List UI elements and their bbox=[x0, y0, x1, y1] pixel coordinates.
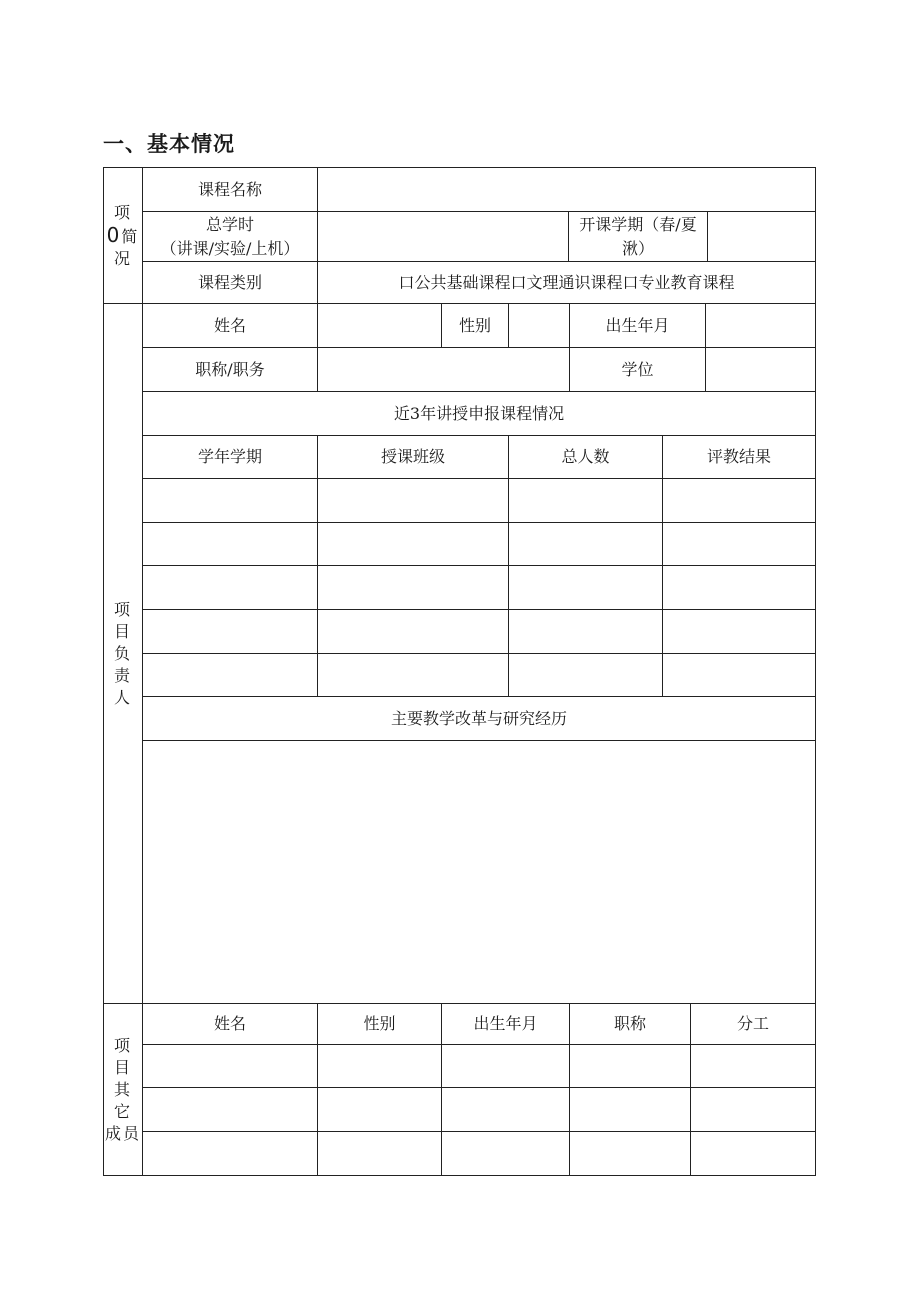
reform-experience-heading: 主要教学改革与研究经历 bbox=[142, 696, 816, 741]
teaching-row-1-semester[interactable] bbox=[142, 478, 318, 523]
semester-label-line2: 湫） bbox=[621, 238, 654, 258]
reform-experience-field[interactable] bbox=[142, 740, 816, 1004]
section-title: 一、基本情况 bbox=[103, 132, 235, 156]
teaching-row-3-evaluation[interactable] bbox=[662, 565, 816, 610]
teaching-row-1-class[interactable] bbox=[317, 478, 509, 523]
members-col-gender: 性别 bbox=[317, 1003, 442, 1045]
total-hours-label-line1: 总学时 bbox=[205, 214, 254, 234]
teaching-row-3-semester[interactable] bbox=[142, 565, 318, 610]
member-row-3-birth[interactable] bbox=[441, 1131, 570, 1176]
project-leader-label-line1: 项 目 bbox=[113, 599, 132, 641]
total-hours-label-line2: （讲课/实验/上机） bbox=[160, 238, 300, 258]
leader-name-label: 姓名 bbox=[142, 303, 318, 348]
leader-title-label: 职称/职务 bbox=[142, 347, 318, 392]
project-brief-label-number: 0 bbox=[106, 222, 122, 247]
teaching-row-2-class[interactable] bbox=[317, 522, 509, 566]
member-row-2-role[interactable] bbox=[690, 1087, 816, 1132]
leader-degree-field[interactable] bbox=[705, 347, 816, 392]
teaching-row-5-evaluation[interactable] bbox=[662, 653, 816, 697]
project-members-label bbox=[103, 1003, 143, 1176]
project-members-label-line1: 项 目 bbox=[113, 1035, 132, 1077]
leader-gender-label: 性别 bbox=[441, 303, 509, 348]
member-row-3-gender[interactable] bbox=[317, 1131, 442, 1176]
project-brief-label-line3: 况 bbox=[113, 248, 132, 268]
leader-birth-field[interactable] bbox=[705, 303, 816, 348]
teaching-row-1-students[interactable] bbox=[508, 478, 663, 523]
teaching-row-5-semester[interactable] bbox=[142, 653, 318, 697]
members-col-title: 职称 bbox=[569, 1003, 691, 1045]
course-name-field[interactable] bbox=[317, 167, 816, 212]
course-name-label: 课程名称 bbox=[142, 167, 318, 212]
member-row-2-name[interactable] bbox=[142, 1087, 318, 1132]
teaching-row-4-class[interactable] bbox=[317, 609, 509, 654]
member-row-2-title[interactable] bbox=[569, 1087, 691, 1132]
member-row-3-title[interactable] bbox=[569, 1131, 691, 1176]
teaching-col-class: 授课班级 bbox=[317, 435, 509, 479]
teaching-col-semester: 学年学期 bbox=[142, 435, 318, 479]
project-leader-label bbox=[103, 303, 143, 1004]
project-brief-label bbox=[103, 167, 143, 304]
leader-gender-field[interactable] bbox=[508, 303, 570, 348]
semester-label-line1: 开课学期（春/夏 bbox=[579, 214, 697, 234]
teaching-col-evaluation: 评教结果 bbox=[662, 435, 816, 479]
course-type-label: 课程类别 bbox=[142, 261, 318, 304]
member-row-2-gender[interactable] bbox=[317, 1087, 442, 1132]
project-leader-label-line2: 负 责 bbox=[113, 643, 132, 685]
teaching-row-4-semester[interactable] bbox=[142, 609, 318, 654]
semester-field[interactable] bbox=[707, 211, 816, 262]
semester-label bbox=[568, 211, 708, 262]
teaching-row-4-students[interactable] bbox=[508, 609, 663, 654]
teaching-history-heading: 近3年讲授申报课程情况 bbox=[142, 391, 816, 436]
teaching-row-5-class[interactable] bbox=[317, 653, 509, 697]
project-brief-label-line1: 项 bbox=[113, 202, 132, 222]
member-row-1-role[interactable] bbox=[690, 1044, 816, 1088]
teaching-row-2-semester[interactable] bbox=[142, 522, 318, 566]
leader-degree-label: 学位 bbox=[569, 347, 706, 392]
members-col-name: 姓名 bbox=[142, 1003, 318, 1045]
member-row-1-title[interactable] bbox=[569, 1044, 691, 1088]
teaching-row-4-evaluation[interactable] bbox=[662, 609, 816, 654]
members-col-role: 分工 bbox=[690, 1003, 816, 1045]
teaching-col-students: 总人数 bbox=[508, 435, 663, 479]
teaching-row-2-evaluation[interactable] bbox=[662, 522, 816, 566]
total-hours-field[interactable] bbox=[317, 211, 569, 262]
teaching-row-5-students[interactable] bbox=[508, 653, 663, 697]
leader-title-field[interactable] bbox=[317, 347, 570, 392]
member-row-2-birth[interactable] bbox=[441, 1087, 570, 1132]
member-row-1-gender[interactable] bbox=[317, 1044, 442, 1088]
member-row-1-birth[interactable] bbox=[441, 1044, 570, 1088]
members-col-birth: 出生年月 bbox=[441, 1003, 570, 1045]
total-hours-label bbox=[142, 211, 318, 262]
member-row-3-role[interactable] bbox=[690, 1131, 816, 1176]
teaching-row-3-students[interactable] bbox=[508, 565, 663, 610]
project-brief-label-line2: 简 bbox=[121, 226, 140, 246]
teaching-row-1-evaluation[interactable] bbox=[662, 478, 816, 523]
teaching-row-3-class[interactable] bbox=[317, 565, 509, 610]
project-leader-label-line3: 人 bbox=[113, 687, 132, 707]
member-row-3-name[interactable] bbox=[142, 1131, 318, 1176]
teaching-row-2-students[interactable] bbox=[508, 522, 663, 566]
leader-name-field[interactable] bbox=[317, 303, 442, 348]
leader-birth-label: 出生年月 bbox=[569, 303, 706, 348]
course-type-options[interactable]: 口公共基础课程口文理通识课程口专业教育课程 bbox=[317, 261, 816, 304]
member-row-1-name[interactable] bbox=[142, 1044, 318, 1088]
project-members-label-line2: 其 它 bbox=[113, 1079, 132, 1121]
project-members-label-line3: 成员 bbox=[104, 1123, 141, 1143]
